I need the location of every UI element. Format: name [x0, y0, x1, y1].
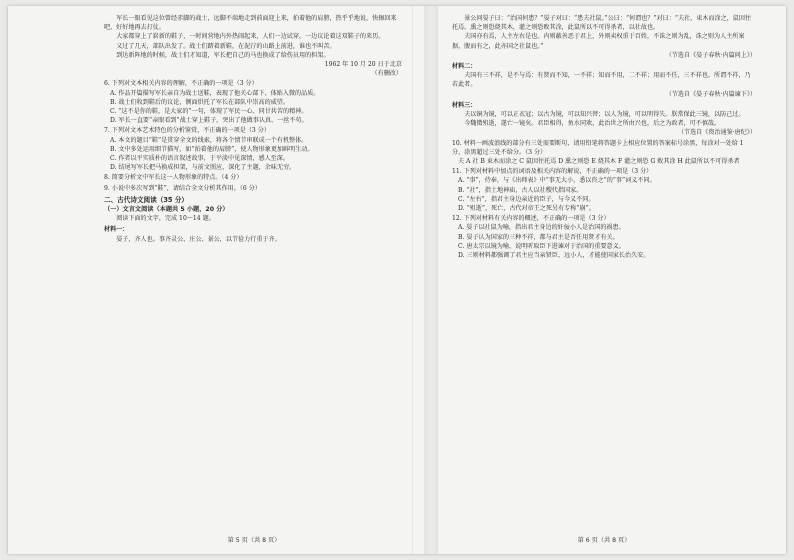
passage-paragraph: 到达新阵地的时候，战士们才知道，军长把自己的马也换成了给伤员用的担架。	[116, 51, 330, 59]
option-d: D. 军长一直要“亲眼看到”战士穿上鞋子，突出了他做事认真、一丝不苟。	[110, 117, 308, 125]
material-label: 材料三：	[452, 101, 477, 109]
passage-paragraph: 今魏徵殂逝，遂亡一镜矣。君臣相得，鱼水同欢，此治世之所由兴也，后之为政者，可不慎哉。	[464, 120, 721, 128]
section-heading: 二、古代诗文阅读（35 分）	[104, 195, 189, 204]
question-10	[452, 139, 756, 167]
page-right	[452, 14, 756, 544]
option-d: D. 三则材料都强调了君主应当亲贤臣、远小人，才能使国家长治久安。	[458, 252, 650, 260]
signature-date: 1962 年 10 月 20 日于北京	[324, 61, 402, 69]
exam-sheet	[8, 6, 786, 554]
question-stem: 7. 下列对文本艺术特色的分析鉴赏，不正确的一项是（3 分）	[104, 127, 270, 135]
option-d: D. 结尾写军长把马换成担架，与前文照应，深化了主题，余味无穷。	[110, 164, 296, 172]
page-footer: 第 6 页（共 8 页）	[577, 537, 631, 544]
option-a: A. “事”，侍奉，与《出师表》中“事无大小，悉以咨之”的“事”词义不同。	[458, 177, 656, 185]
question-stem: 9. 小说中多次写到“鞋”，请结合全文分析其作用。（6 分）	[104, 184, 261, 192]
passage-paragraph: 景公问晏子曰：“治国何患？”晏子对曰：“患夫社鼠。”公曰：“何谓也？”对曰：“夫社，束木而涂之，鼠因往托焉。熏之则恐烧其木，灌之则恐败其涂，此鼠所以不可得杀者，以社故也。	[452, 15, 752, 32]
source-note: （节选自《资治通鉴·唐纪》）	[677, 129, 756, 137]
question-stem: 12. 下列对材料有关内容的概述，不正确的一项是（3 分）	[452, 215, 610, 223]
option-c: C. “这不是你的鞋，是大家的”一句，体现了军民一心、同甘共苦的精神。	[110, 108, 308, 116]
option-a: A. 本文的题目“鞋”是贯穿全文的线索，将各个情节串联成一个有机整体。	[110, 136, 308, 144]
option-c: C. 唐太宗以镜为喻，说明听取臣下进谏对于治国的重要意义。	[458, 242, 625, 250]
passage-paragraph: 夫以铜为镜，可以正衣冠；以古为镜，可以知兴替；以人为镜，可以明得失。朕常保此三镜，以防己过。	[464, 111, 745, 119]
option-c: C. 作者以平实质朴的语言叙述故事，于平淡中见深情，感人至深。	[110, 155, 289, 163]
page-gutter	[424, 6, 438, 554]
passage-paragraph: 大家都穿上了崭新的鞋子，一时间营地内外热闹起来，人们一边试穿，一边议论着这双鞋子的来历。	[116, 33, 385, 41]
option-b: B. “社”，指土地神庙，古人以社稷代指国家。	[458, 186, 583, 194]
reading-instruction: 阅读下面的文字，完成 10～14 题。	[116, 215, 215, 223]
question-12	[452, 214, 756, 260]
question-11	[452, 167, 756, 213]
question-7	[104, 126, 404, 172]
passage-paragraph: 又过了几天，部队出发了。战士们踏着新鞋，在泥泞的山路上前进，谁也不叫苦。	[116, 42, 336, 50]
option-b: B. 晏子认为国家的三种不祥，都与君主是否任用贤才有关。	[458, 233, 619, 241]
source-note: （节选自《晏子春秋·内篇问上》）	[665, 51, 756, 59]
source-note: （节选自《晏子春秋·内篇谏下》）	[665, 90, 756, 98]
signature-note: （有删改）	[371, 70, 402, 78]
question-8	[104, 173, 404, 182]
question-stem: 10. 材料一画波浪线的部分有三处需要断句，请用铅笔将答题卡上相应位置的答案标号涂黑，每涂对一处给 1 分，涂黑超过三处不给分。（3 分）	[452, 139, 744, 156]
option-b: B. 战士们收到鞋后的议论，侧面烘托了军长在部队中崇高的威望。	[110, 98, 289, 106]
question-6	[104, 79, 404, 125]
page-footer: 第 5 页（共 8 页）	[227, 537, 281, 544]
sentence-break-options: 夫 A 社 B 束木而涂之 C 鼠因往托焉 D 熏之则恐 E 烧其木 F 灌之则恐 G 败其涂 H 此鼠所以不可得杀者	[458, 158, 740, 166]
question-stem: 11. 下列对材料中加点的词语及相关内容的解说，不正确的一项是（3 分）	[452, 168, 653, 176]
question-9	[104, 184, 404, 193]
option-b: B. 文中多处运用细节描写，如“拍着他的肩膀”，使人物形象更加鲜明生动。	[110, 145, 314, 153]
passage-paragraph: 夫国亦有焉，人主左右是也。内则蔽善恶于君上，外则卖权重于百姓，不诛之则为乱，诛之则为人主所案据，腹而有之，此亦国之社鼠也。”	[452, 33, 745, 50]
material-opening: 晏子，齐人也。事齐灵公、庄公、景公，以节俭力行重于齐。	[116, 235, 281, 243]
option-c: C. “左右”，指君主身边亲近的臣子，与今义不同。	[458, 195, 595, 203]
material-label: 材料一：	[104, 226, 129, 234]
option-a: A. 作品开篇描写军长亲自为战士送鞋，表现了他关心部下、体贴入微的品质。	[110, 89, 320, 97]
option-d: D. “殂逝”，死亡，古代对帝王之死另有专称“崩”。	[458, 205, 595, 213]
question-stem: 6. 下列对文本相关内容的理解，不正确的一项是（3 分）	[104, 80, 258, 88]
question-stem: 8. 简要分析文中军长这一人物形象的特点。（4 分）	[104, 174, 243, 182]
fold-line	[412, 6, 413, 554]
passage-paragraph: 夫国有三不祥，是不与焉：有贤而不知，一不祥；知而不用，二不祥；用而不任，三不祥也。所谓不祥，乃若此者。	[452, 72, 751, 89]
page-left	[104, 14, 404, 544]
material-label: 材料二：	[452, 63, 477, 71]
subsection-heading: （一）文言文阅读（本题共 5 小题，20 分）	[104, 206, 229, 214]
passage-paragraph: 军长一眼看见这位曾经赤脚的战士，远脚不端地走到前面迎上来，拍着他的肩膀，热乎乎地说，快擦回来吧，好好地再去打仗。	[104, 15, 397, 32]
option-a: A. 晏子以社鼠为喻，指出君主身边的奸佞小人是治国的祸患。	[458, 224, 625, 232]
